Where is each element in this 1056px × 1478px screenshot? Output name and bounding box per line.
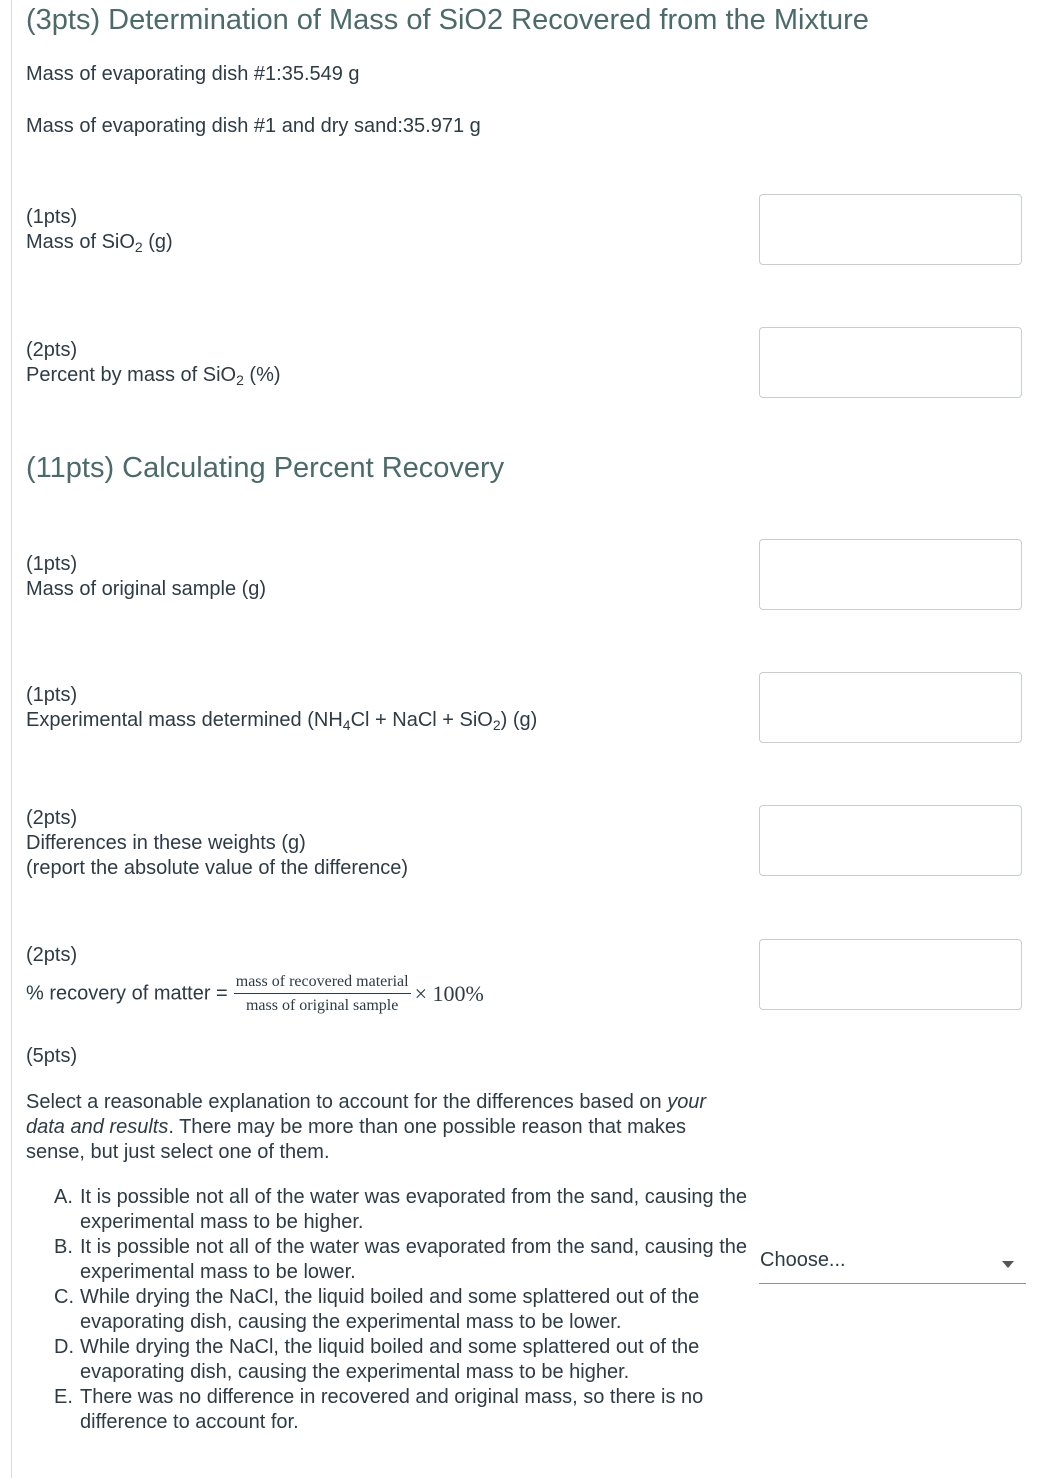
dish-mass-value: 35.549 g <box>281 63 360 85</box>
question-weight-difference <box>26 806 408 881</box>
mass-sio2-input[interactable] <box>759 194 1022 265</box>
question-experimental-mass <box>26 683 537 733</box>
fraction-numerator: mass of recovered material <box>234 972 411 994</box>
original-mass-input[interactable] <box>759 539 1022 610</box>
weight-difference-input[interactable] <box>759 805 1022 876</box>
question-label: Experimental mass determined ($NH_4Cl$ + NaCl + SiO$_2$) (g) <box>26 709 538 733</box>
option-a: A. It is possible not all of the water was evaporated from the sand, causing the experimental mass to be higher. <box>54 1186 748 1233</box>
question-percent-sio2 <box>26 338 281 388</box>
points-label: (5pts) <box>26 1045 78 1067</box>
option-d: D. While drying the NaCl, the liquid boiled and some splattered out of the evaporating dish, causing the experimental mass to be higher. <box>54 1336 700 1383</box>
dish-mass-label: Mass of evaporating dish #1: <box>26 63 282 85</box>
option-b: B. It is possible not all of the water was evaporated from the sand, causing the experimental mass to be lower. <box>54 1236 748 1283</box>
experimental-mass-input[interactable] <box>759 672 1022 743</box>
section-title-recovery: (11pts) Calculating Percent Recovery <box>26 452 505 484</box>
question-note: (report the absolute value of the difference) <box>26 857 409 879</box>
dish-sand-mass-line <box>26 114 481 139</box>
fraction-denominator: mass of original sample <box>245 997 399 1014</box>
points-label: (2pts) <box>26 807 78 829</box>
option-c: C. While drying the NaCl, the liquid boiled and some splattered out of the evaporating dish, causing the experimental mass to be lower. <box>54 1286 700 1333</box>
dish-sand-mass-label: Mass of evaporating dish #1 and dry sand: <box>26 115 403 137</box>
points-label: (1pts) <box>26 553 78 575</box>
points-label: (2pts) <box>26 944 78 966</box>
select-value: Choose... <box>760 1249 846 1271</box>
question-original-mass <box>26 552 266 602</box>
formula-fraction <box>234 972 411 1016</box>
dish-mass-line <box>26 62 360 87</box>
question-label: Mass of original sample (g) <box>26 578 267 600</box>
chevron-down-icon <box>1002 1261 1014 1268</box>
question-label: Differences in these weights (g) <box>26 832 306 854</box>
points-label: (1pts) <box>26 684 78 706</box>
question-explanation <box>26 1044 754 1435</box>
points-label: (1pts) <box>26 206 78 228</box>
left-border <box>11 0 12 1478</box>
question-percent-recovery <box>26 943 484 1016</box>
explanation-options <box>54 1185 754 1435</box>
question-prompt: Select a reasonable explanation to account for the differences based on your data and results. There may be more than one possible reason that makes sense, but just select one of them. <box>26 1091 707 1163</box>
question-mass-sio2 <box>26 205 173 255</box>
percent-recovery-input[interactable] <box>759 939 1022 1010</box>
explanation-select[interactable] <box>759 1244 1026 1284</box>
question-label: Percent by mass of SiO$_2$ (%) <box>26 364 281 388</box>
section-title-sio2: (3pts) Determination of Mass of SiO2 Recovered from the Mixture <box>26 4 869 36</box>
formula-label: % recovery of matter = <box>26 982 228 1005</box>
percent-sio2-input[interactable] <box>759 327 1022 398</box>
formula-multiplier: × 100% <box>414 981 484 1006</box>
recovery-formula <box>26 972 484 1016</box>
option-e: E. There was no difference in recovered and original mass, so there is no difference to account for. <box>54 1386 704 1433</box>
dish-sand-mass-value: 35.971 g <box>402 115 481 137</box>
question-label: Mass of SiO$_2$ (g) <box>26 231 173 255</box>
points-label: (2pts) <box>26 339 78 361</box>
